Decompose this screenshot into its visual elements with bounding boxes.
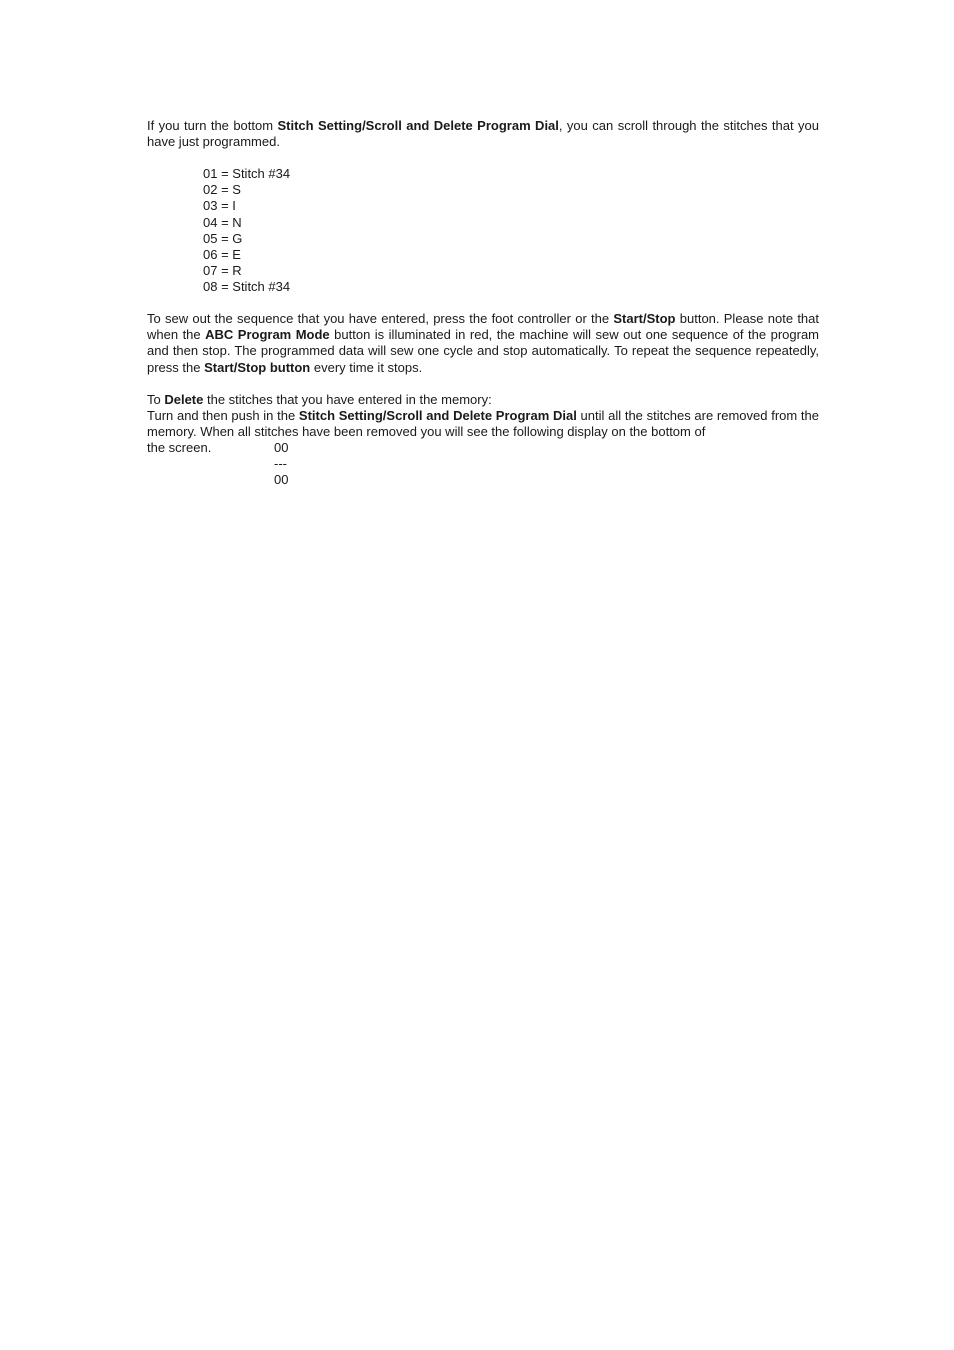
intro-text: If you turn the bottom	[147, 118, 278, 133]
delete-paragraph	[147, 408, 819, 457]
sew-out-paragraph	[147, 311, 819, 376]
program-list	[203, 166, 290, 296]
intro-text-end: , you can scroll through the stitches that you have just programmed.	[147, 118, 819, 150]
list-item: 05 = G	[203, 230, 243, 246]
list-item: 03 = I	[203, 198, 236, 214]
display-readout	[274, 440, 288, 489]
delete-text-2: until all the stitches are removed from the memory. When all stitches have been removed you will see the following display on the bottom of	[147, 408, 819, 440]
start-stop-button-label: Start/Stop button	[204, 359, 311, 375]
dial-name-delete: Stitch Setting/Scroll and Delete Program Dial	[298, 408, 577, 423]
start-stop-label: Start/Stop	[613, 311, 676, 326]
list-item: 02 = S	[203, 182, 241, 198]
delete-heading	[147, 392, 819, 408]
sew-out-text-3: button is illuminated in red, the machine will sew out one sequence of the program and then stop. The programmed data will sew one cycle and stop automatically. To repeat the sequence repeatedly, press the	[147, 327, 819, 375]
list-item: 01 = Stitch #34	[203, 166, 291, 181]
delete-text-1: Turn and then push in the	[147, 408, 299, 423]
list-item: 07 = R	[203, 263, 242, 279]
abc-program-mode-label: ABC Program Mode	[205, 327, 330, 343]
delete-text-3: the screen.	[147, 440, 212, 456]
list-item: 08 = Stitch #34	[203, 279, 291, 295]
display-line: ---	[274, 456, 287, 472]
sew-out-text-2: button. Please note that when the	[147, 311, 820, 343]
intro-paragraph	[147, 118, 819, 150]
display-line: 00	[274, 472, 289, 488]
delete-label: Delete	[164, 392, 204, 407]
delete-heading-pre: To	[147, 392, 165, 407]
sew-out-text-1: To sew out the sequence that you have entered, press the foot controller or the	[147, 311, 614, 326]
list-item: 06 = E	[203, 247, 241, 263]
list-item: 04 = N	[203, 214, 242, 230]
dial-name: Stitch Setting/Scroll and Delete Program Dial	[277, 118, 559, 133]
delete-heading-post: the stitches that you have entered in the memory:	[203, 392, 492, 407]
display-line: 00	[274, 440, 289, 455]
sew-out-text-4: every time it stops.	[310, 359, 423, 375]
